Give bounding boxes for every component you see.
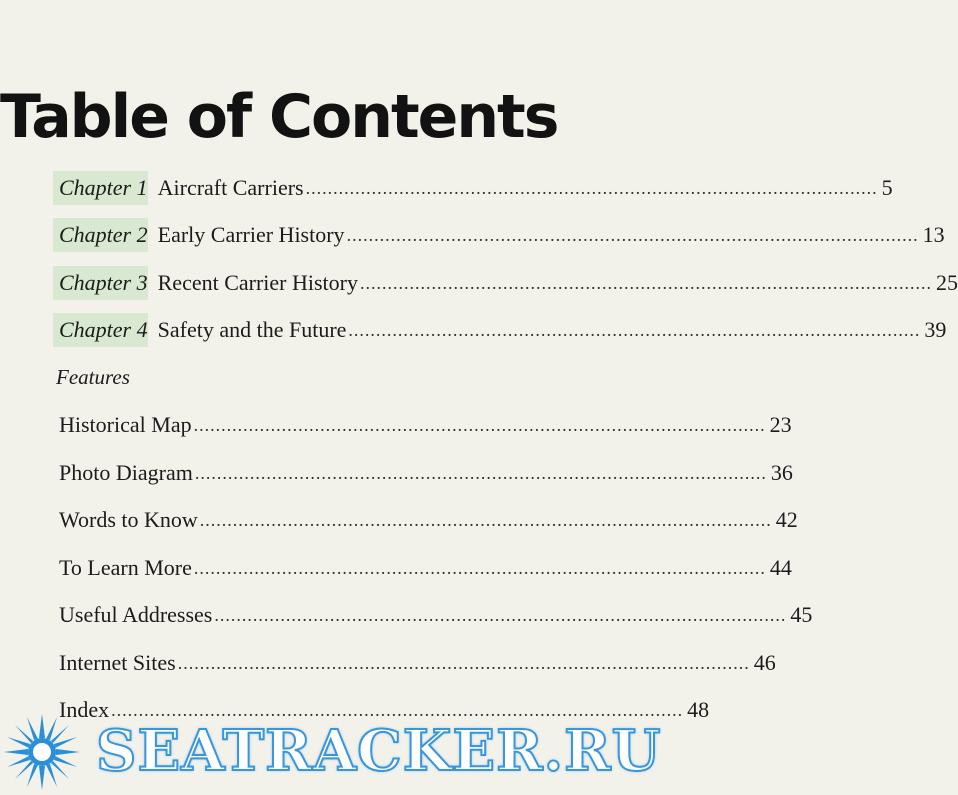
chapter-label: Chapter 3 xyxy=(53,266,148,300)
watermark xyxy=(0,708,662,795)
page-number: 45 xyxy=(790,602,813,628)
leader-dots: ........................................................................................................ xyxy=(348,320,921,341)
leader-dots: ........................................................................................................ xyxy=(111,700,684,721)
leader-dots: ........................................................................................................ xyxy=(305,177,878,198)
page-number: 25 xyxy=(936,269,958,295)
feature-title: Internet Sites xyxy=(59,649,176,675)
page-number: 48 xyxy=(687,697,710,723)
leader-dots: ........................................................................................................ xyxy=(177,652,750,673)
page-number: 36 xyxy=(770,459,793,485)
toc-chapter-1[interactable] xyxy=(53,164,893,212)
features-heading: Features xyxy=(56,365,130,390)
chapter-title: Recent Carrier History xyxy=(157,269,358,295)
feature-title: Useful Addresses xyxy=(59,602,213,628)
toc-feature-internet-sites[interactable] xyxy=(53,639,776,687)
toc-chapter-2[interactable] xyxy=(53,212,945,260)
leader-dots: ........................................................................................................ xyxy=(194,462,767,483)
chapter-label: Chapter 2 xyxy=(53,218,148,252)
page-number: 13 xyxy=(922,222,945,248)
leader-dots: ........................................................................................................ xyxy=(346,225,919,246)
page-number: 5 xyxy=(881,174,893,200)
page-number: 39 xyxy=(924,317,947,343)
watermark-text: SEATRACKER.RU xyxy=(96,718,662,784)
feature-title: Photo Diagram xyxy=(59,459,193,485)
chapter-title: Safety and the Future xyxy=(157,317,347,343)
feature-title: Words to Know xyxy=(59,507,198,533)
page-number: 42 xyxy=(775,507,798,533)
leader-dots: ........................................................................................................ xyxy=(360,272,932,293)
leader-dots: ........................................................................................................ xyxy=(199,510,772,531)
page-number: 44 xyxy=(769,554,792,580)
feature-title: Index xyxy=(59,697,110,723)
chapter-title: Aircraft Carriers xyxy=(157,174,304,200)
page-number: 46 xyxy=(753,649,776,675)
chapter-label: Chapter 1 xyxy=(53,171,148,205)
chapter-label: Chapter 4 xyxy=(53,313,148,347)
toc-feature-words-to-know[interactable] xyxy=(53,497,798,545)
chapter-title: Early Carrier History xyxy=(157,222,345,248)
toc-feature-photo-diagram[interactable] xyxy=(53,449,793,497)
toc-chapter-4[interactable] xyxy=(53,307,947,355)
toc-feature-historical-map[interactable] xyxy=(53,402,792,450)
toc-feature-to-learn-more[interactable] xyxy=(53,544,792,592)
page-number: 23 xyxy=(769,412,792,438)
feature-title: Historical Map xyxy=(59,412,192,438)
toc-chapter-3[interactable] xyxy=(53,259,958,307)
leader-dots: ........................................................................................................ xyxy=(214,605,787,626)
page-title: Table of Contents xyxy=(0,82,558,152)
toc-feature-useful-addresses[interactable] xyxy=(53,592,813,640)
sun-icon xyxy=(2,712,82,792)
leader-dots: ........................................................................................................ xyxy=(193,415,766,436)
feature-title: To Learn More xyxy=(59,554,192,580)
leader-dots: ........................................................................................................ xyxy=(193,557,766,578)
table-of-contents xyxy=(53,164,958,734)
